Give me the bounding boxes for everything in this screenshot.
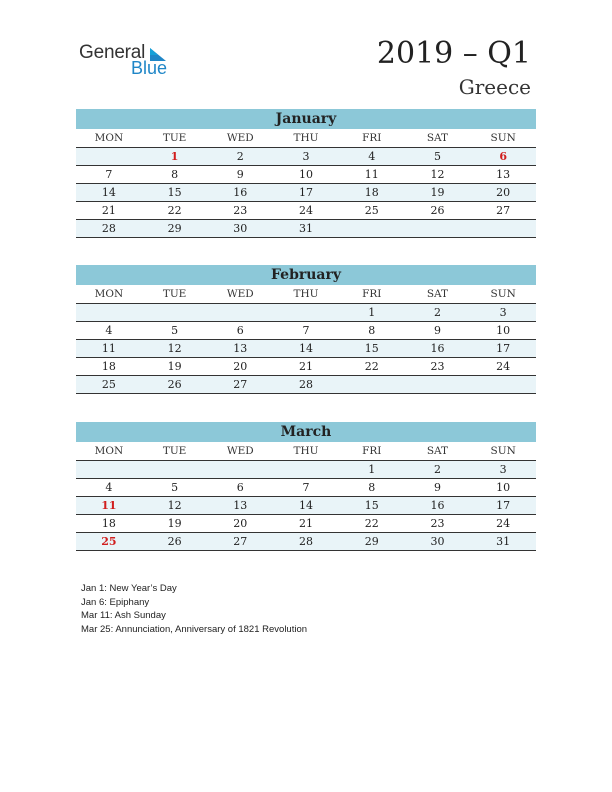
logo-text-general: General <box>79 42 146 63</box>
day-cell: 13 <box>233 499 248 512</box>
weekday-label: FRI <box>362 132 382 144</box>
holiday-list <box>81 582 307 637</box>
weekday-label: THU <box>293 288 319 300</box>
day-cell: 4 <box>368 150 376 163</box>
day-cell: 16 <box>430 342 445 355</box>
day-cell: 28 <box>299 378 314 391</box>
day-cell: 15 <box>364 342 379 355</box>
day-cell: 3 <box>302 150 310 163</box>
holiday-day-cell: 11 <box>101 499 117 512</box>
day-cell: 2 <box>236 150 244 163</box>
day-cell: 12 <box>167 342 182 355</box>
day-cell: 8 <box>368 481 376 494</box>
weekday-label: WED <box>226 288 254 300</box>
day-cell: 20 <box>496 186 511 199</box>
day-cell: 30 <box>233 222 248 235</box>
holiday-day-cell: 1 <box>170 150 179 163</box>
day-cell: 17 <box>496 342 511 355</box>
day-cell: 5 <box>171 324 179 337</box>
day-cell <box>76 304 142 321</box>
day-cell: 3 <box>499 463 507 476</box>
weekday-label: FRI <box>362 288 382 300</box>
day-cell: 31 <box>496 535 511 548</box>
holiday-entry: Mar 11: Ash Sunday <box>81 610 166 622</box>
month-name: March <box>76 422 536 442</box>
day-cell: 9 <box>236 168 244 181</box>
weekday-label: WED <box>226 132 254 144</box>
day-cell <box>339 376 405 393</box>
day-cell: 19 <box>167 517 182 530</box>
month-january <box>76 109 536 238</box>
day-cell: 13 <box>496 168 511 181</box>
day-cell: 13 <box>233 342 248 355</box>
day-cell: 7 <box>105 168 113 181</box>
day-cell: 23 <box>430 360 445 373</box>
day-cell: 30 <box>430 535 445 548</box>
day-cell: 23 <box>233 204 248 217</box>
day-cell: 21 <box>299 517 314 530</box>
day-cell: 19 <box>167 360 182 373</box>
day-cell: 12 <box>430 168 445 181</box>
week-row <box>76 304 536 322</box>
day-cell: 24 <box>496 517 511 530</box>
day-cell: 26 <box>167 378 182 391</box>
weekday-label: SUN <box>490 132 516 144</box>
weekday-label: SUN <box>490 288 516 300</box>
day-cell: 15 <box>167 186 182 199</box>
day-cell: 10 <box>496 324 511 337</box>
day-cell: 20 <box>233 360 248 373</box>
day-cell <box>207 461 273 478</box>
day-cell: 29 <box>167 222 182 235</box>
day-cell <box>405 220 471 237</box>
country-name: Greece <box>458 75 531 99</box>
logo-text-blue: Blue <box>131 58 168 78</box>
week-row <box>76 166 536 184</box>
week-row <box>76 479 536 497</box>
day-cell: 14 <box>299 499 314 512</box>
holiday-day-cell: 25 <box>101 535 117 548</box>
day-cell: 24 <box>496 360 511 373</box>
day-cell: 4 <box>105 481 113 494</box>
week-row <box>76 515 536 533</box>
day-cell: 17 <box>299 186 314 199</box>
day-cell: 28 <box>299 535 314 548</box>
day-cell <box>273 461 339 478</box>
weekday-label: MON <box>94 288 124 300</box>
day-cell: 18 <box>101 360 116 373</box>
day-cell: 26 <box>167 535 182 548</box>
day-cell: 22 <box>364 360 379 373</box>
day-cell: 5 <box>171 481 179 494</box>
day-cell: 18 <box>364 186 379 199</box>
day-cell <box>142 461 208 478</box>
day-cell: 17 <box>496 499 511 512</box>
day-cell: 3 <box>499 306 507 319</box>
weekday-label: MON <box>94 132 124 144</box>
day-cell: 24 <box>299 204 314 217</box>
weekday-header-row <box>76 129 536 148</box>
day-cell: 31 <box>299 222 314 235</box>
day-cell: 21 <box>101 204 116 217</box>
day-cell <box>339 220 405 237</box>
day-cell: 14 <box>101 186 116 199</box>
holiday-entry: Jan 1: New Year’s Day <box>81 583 177 594</box>
month-name: February <box>76 265 536 285</box>
day-cell: 11 <box>364 168 379 181</box>
day-cell: 9 <box>433 324 441 337</box>
day-cell: 11 <box>101 342 116 355</box>
day-cell: 9 <box>433 481 441 494</box>
weekday-label: THU <box>293 445 319 457</box>
week-row <box>76 533 536 551</box>
month-february <box>76 265 536 394</box>
day-cell: 12 <box>167 499 182 512</box>
day-cell <box>470 376 536 393</box>
day-cell: 28 <box>101 222 116 235</box>
day-cell: 5 <box>433 150 441 163</box>
day-cell <box>142 304 208 321</box>
day-cell: 27 <box>233 535 248 548</box>
day-cell: 22 <box>167 204 182 217</box>
day-cell: 1 <box>368 306 376 319</box>
week-row <box>76 202 536 220</box>
day-cell: 6 <box>236 324 244 337</box>
weekday-label: SAT <box>426 445 449 457</box>
month-name: January <box>76 109 536 129</box>
weekday-label: SAT <box>426 132 449 144</box>
weekday-header-row <box>76 442 536 461</box>
day-cell <box>207 304 273 321</box>
month-march <box>76 422 536 551</box>
week-row <box>76 322 536 340</box>
day-cell: 10 <box>496 481 511 494</box>
day-cell: 8 <box>171 168 179 181</box>
day-cell: 14 <box>299 342 314 355</box>
week-row <box>76 461 536 479</box>
day-cell: 4 <box>105 324 113 337</box>
day-cell: 7 <box>302 324 310 337</box>
day-cell: 22 <box>364 517 379 530</box>
day-cell: 2 <box>433 306 441 319</box>
day-cell: 19 <box>430 186 445 199</box>
weekday-label: TUE <box>162 288 187 300</box>
weekday-label: WED <box>226 445 254 457</box>
day-cell: 15 <box>364 499 379 512</box>
week-row <box>76 148 536 166</box>
day-cell: 26 <box>430 204 445 217</box>
holiday-entry: Mar 25: Annunciation, Anniversary of 1821 Revolution <box>81 624 308 636</box>
week-row <box>76 497 536 515</box>
day-cell: 16 <box>233 186 248 199</box>
holiday-entry: Jan 6: Epiphany <box>81 596 150 608</box>
day-cell: 25 <box>364 204 379 217</box>
weekday-header-row <box>76 285 536 304</box>
day-cell <box>76 461 142 478</box>
day-cell: 2 <box>433 463 441 476</box>
day-cell: 16 <box>430 499 445 512</box>
day-cell: 29 <box>364 535 379 548</box>
day-cell <box>273 304 339 321</box>
day-cell: 6 <box>236 481 244 494</box>
week-row <box>76 340 536 358</box>
generalblue-logo <box>79 42 179 82</box>
weekday-label: MON <box>94 445 124 457</box>
page-title: 2019 – Q1 <box>376 36 531 71</box>
weekday-label: FRI <box>362 445 382 457</box>
day-cell <box>76 148 142 165</box>
week-row <box>76 376 536 394</box>
day-cell: 27 <box>496 204 511 217</box>
week-row <box>76 358 536 376</box>
week-row <box>76 220 536 238</box>
day-cell: 10 <box>299 168 314 181</box>
holiday-day-cell: 6 <box>499 150 507 163</box>
day-cell: 25 <box>101 378 116 391</box>
weekday-label: SAT <box>426 288 449 300</box>
day-cell: 7 <box>302 481 310 494</box>
weekday-label: TUE <box>162 445 187 457</box>
day-cell: 27 <box>233 378 248 391</box>
day-cell <box>470 220 536 237</box>
weekday-label: THU <box>293 132 319 144</box>
day-cell: 1 <box>368 463 376 476</box>
day-cell: 21 <box>299 360 314 373</box>
day-cell: 23 <box>430 517 445 530</box>
week-row <box>76 184 536 202</box>
day-cell: 18 <box>101 517 116 530</box>
day-cell: 20 <box>233 517 248 530</box>
weekday-label: TUE <box>162 132 187 144</box>
day-cell <box>405 376 471 393</box>
day-cell: 8 <box>368 324 376 337</box>
weekday-label: SUN <box>490 445 516 457</box>
